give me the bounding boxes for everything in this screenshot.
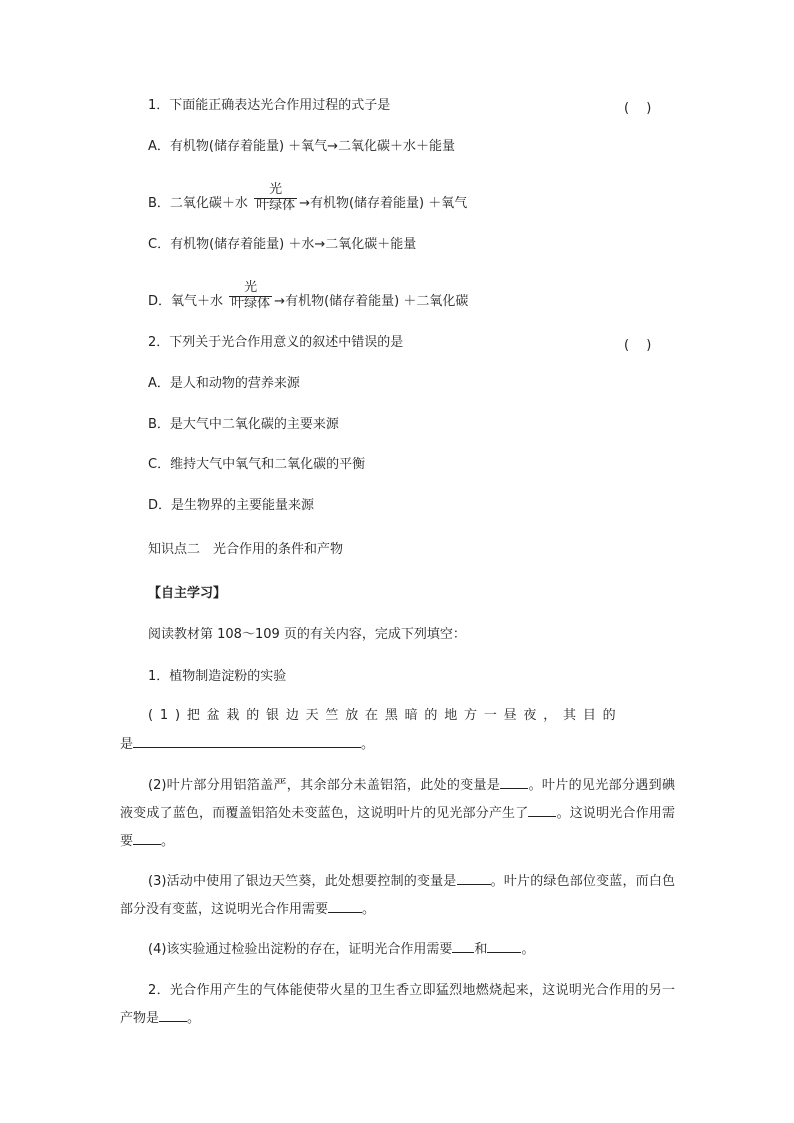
- item-1-part-2: [120, 772, 675, 856]
- q1-option-b-condition-top: 光: [269, 182, 283, 197]
- blank-condition-2[interactable]: [487, 939, 521, 953]
- item-2-text-a: 2．光合作用产生的气体能使带火星的卫生香立即猛烈地燃烧起来，这说明光合作用的: [148, 983, 649, 998]
- item-1-part-3: [120, 868, 675, 924]
- item-1-part-2-text-e: 作用需要: [120, 806, 675, 849]
- q2-answer-paren: ( ): [624, 338, 652, 353]
- q1-option-b-suffix: 有机物(储存着能量) ＋氧气: [309, 196, 468, 211]
- q1-option-b: [148, 182, 468, 219]
- q1-option-b-prefix: B．二氧化碳＋水: [148, 196, 248, 211]
- item-1-part-3-text-c: 白色部分没有变蓝，这说明光合作用需要: [120, 874, 675, 917]
- q2-option-a: A．是人和动物的营养来源: [148, 376, 300, 391]
- q1-option-d-reaction-arrow: [229, 280, 272, 311]
- item-1-part-1-line-1: (1)把盆栽的银边天竺放在黑暗的地方一昼夜，其目的: [148, 708, 623, 723]
- q1-option-a: A．有机物(储存着能量) ＋氧气→二氧化碳＋水＋能量: [148, 139, 456, 154]
- blank-requirement[interactable]: [133, 831, 161, 845]
- self-study-label: 【自主学习】: [148, 586, 227, 601]
- blank-product[interactable]: [528, 803, 556, 817]
- item-1-part-2-text-f: 。: [161, 834, 175, 849]
- item-1-part-3-text-b: 。叶片的绿色部位变蓝，而: [490, 874, 649, 889]
- item-1-part-1-end: 。: [361, 737, 375, 752]
- q1-option-d-suffix: 有机物(储存着能量) ＋二氧化碳: [285, 294, 469, 309]
- item-1-part-4: [120, 936, 675, 964]
- q2-option-d: D．是生物界的主要能量来源: [148, 498, 315, 513]
- q1-option-b-condition-bottom: 叶绿体: [256, 198, 296, 213]
- q2-stem: 2．下列关于光合作用意义的叙述中错误的是: [148, 335, 404, 350]
- item-1-part-4-text-c: 。: [521, 942, 535, 957]
- item-1-part-2-text-d: 。这说明光合: [556, 806, 636, 821]
- q1-option-d-prefix: D．氧气＋水: [148, 294, 224, 309]
- item-1-part-3-text-a: (3)活动中使用了银边天竺葵，此处想要控制的变量是: [148, 874, 457, 889]
- section-heading: 知识点二 光合作用的条件和产物: [148, 542, 344, 557]
- q1-option-d-condition-bottom: 叶绿体: [231, 296, 271, 311]
- item-1-part-2-text-c: 碘液变成了蓝色，而覆盖铝箔处未变蓝色，这说明叶片的见光部分产生了: [120, 778, 675, 821]
- blank-controlled-variable[interactable]: [457, 871, 491, 885]
- item-2-text-b: 另一产物是: [120, 983, 675, 1026]
- arrow-icon: →: [299, 196, 310, 211]
- blank-chlorophyll[interactable]: [328, 899, 362, 913]
- q1-option-c: C．有机物(储存着能量) ＋水→二氧化碳＋能量: [148, 237, 417, 252]
- blank-oxygen[interactable]: [159, 1008, 187, 1022]
- reading-instruction: 阅读教材第 108～109 页的有关内容，完成下列填空：: [148, 627, 466, 642]
- q1-stem: 1．下面能正确表达光合作用过程的式子是: [148, 98, 391, 113]
- item-2-text-c: 。: [187, 1011, 201, 1026]
- item-1-part-3-text-d: 。: [362, 902, 376, 917]
- item-2: [120, 977, 675, 1033]
- q2-option-b: B．是大气中二氧化碳的主要来源: [148, 417, 339, 432]
- blank-purpose[interactable]: [133, 734, 361, 748]
- blank-condition-1[interactable]: [452, 939, 474, 953]
- q1-option-b-reaction-arrow: [254, 182, 297, 213]
- q1-option-d-condition-top: 光: [244, 280, 258, 295]
- item-1-part-2-text-b: 。叶片的见光部分遇到: [528, 778, 662, 793]
- blank-variable-light[interactable]: [500, 775, 528, 789]
- item-1-part-4-text-a: (4)该实验通过检验出淀粉的存在，证明光合作用需要: [148, 942, 453, 957]
- item-1-part-4-text-b: 和: [474, 942, 488, 957]
- q1-option-d: [148, 280, 469, 317]
- item-1-title: 1．植物制造淀粉的实验: [148, 669, 287, 684]
- q1-answer-paren: ( ): [624, 101, 652, 116]
- item-1-part-1-prefix: 是: [120, 737, 134, 752]
- item-1-part-2-text-a: (2)叶片部分用铝箔盖严，其余部分未盖铝箔，此处的变量是: [148, 778, 501, 793]
- arrow-icon: →: [274, 294, 286, 309]
- item-1-part-1-line-2: [120, 731, 675, 759]
- q2-option-c: C．维持大气中氧气和二氧化碳的平衡: [148, 457, 366, 472]
